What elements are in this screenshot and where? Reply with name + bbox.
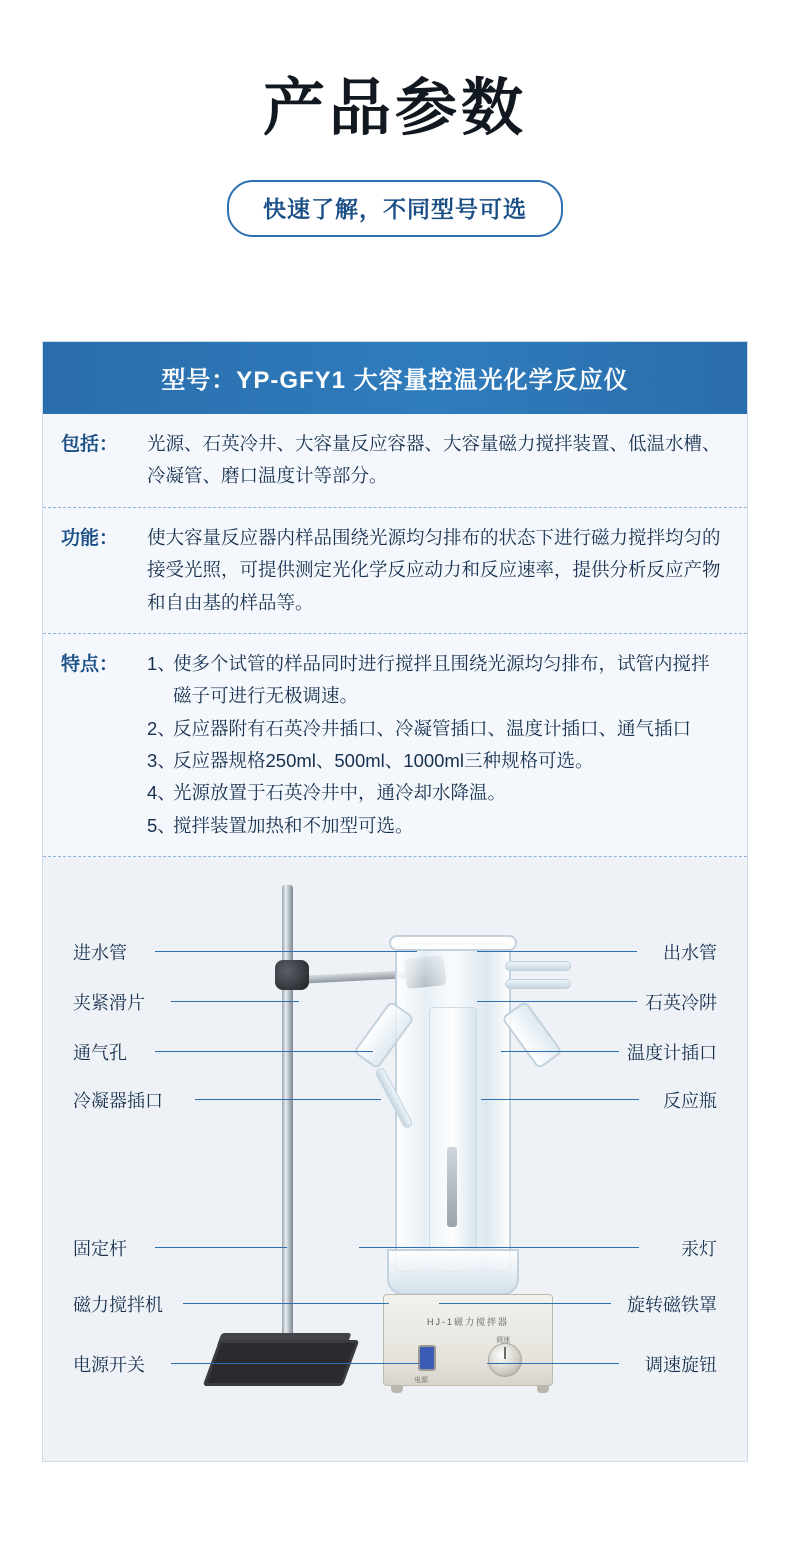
callout-right-4: 反应瓶	[663, 1091, 717, 1112]
callout-line-right-5	[359, 1247, 639, 1248]
callout-line-right-7	[487, 1363, 619, 1364]
list-item-text: 使多个试管的样品同时进行搅拌且围绕光源均匀排布，试管内搅拌磁子可进行无极调速。	[173, 652, 710, 707]
function-text: 使大容量反应器内样品围绕光源均匀排布的状态下进行磁力搅拌均匀的接受光照，可提供测定光化学反应动力和反应速率，提供分析反应产物和自由基的样品等。	[147, 526, 721, 613]
callout-line-left-6	[183, 1303, 389, 1304]
power-switch-icon[interactable]	[418, 1345, 436, 1371]
list-item-text: 光源放置于石英冷井中，通冷却水降温。	[173, 782, 507, 804]
stirrer-foot-icon	[537, 1386, 549, 1393]
vessel-lip-icon	[389, 935, 517, 951]
list-item	[147, 777, 725, 809]
list-item-text: 反应器规格250ml、500ml、1000ml三种规格可选。	[173, 750, 594, 771]
spec-row-value	[147, 648, 725, 842]
callout-line-right-6	[439, 1303, 611, 1304]
callout-left-1: 进水管	[73, 943, 127, 964]
list-item-text: 搅拌装置加热和不加型可选。	[173, 814, 414, 836]
callout-right-5: 汞灯	[681, 1239, 717, 1260]
water-outlet-tube-icon	[505, 961, 571, 971]
water-inlet-tube-icon	[505, 979, 571, 989]
callout-right-2: 石英冷阱	[645, 993, 717, 1014]
callout-line-right-2	[477, 1001, 637, 1002]
callout-right-1: 出水管	[663, 943, 717, 964]
callout-line-left-5	[155, 1247, 287, 1248]
clamp-knob-icon	[275, 960, 309, 990]
stand-rod-icon	[282, 885, 293, 1343]
spec-card	[42, 341, 748, 1462]
callout-right-3: 温度计插口	[627, 1043, 717, 1064]
callout-left-5: 固定杆	[73, 1239, 127, 1260]
spec-rows	[43, 414, 747, 857]
callout-left-6: 磁力搅拌机	[73, 1295, 163, 1316]
list-item-number: 5、	[147, 814, 176, 836]
callout-right-7: 调速旋钮	[645, 1355, 717, 1376]
list-item-number: 4、	[147, 782, 176, 804]
spec-row-value	[147, 522, 725, 619]
subtitle-container	[0, 180, 790, 237]
list-item-number: 3、	[147, 750, 176, 771]
callout-right-6: 旋转磁铁罩	[627, 1295, 717, 1316]
list-item	[147, 745, 725, 777]
feature-list	[147, 648, 725, 842]
list-item-text: 反应器附有石英冷井插口、冷凝管插口、温度计插口、通气插口	[173, 717, 692, 739]
list-item-number: 2、	[147, 717, 176, 739]
spec-row-features	[43, 634, 747, 857]
flask-bottom-icon	[387, 1249, 519, 1295]
callout-line-left-1	[155, 951, 417, 952]
spec-row-function	[43, 508, 747, 634]
callout-left-4: 冷凝器插口	[73, 1091, 163, 1112]
includes-text: 光源、石英冷井、大容量反应容器、大容量磁力搅拌装置、低温水槽、冷凝管、磨口温度计等部分。	[147, 433, 721, 487]
callout-line-right-3	[501, 1051, 619, 1052]
power-switch-caption: 电源	[414, 1377, 428, 1385]
callout-line-left-3	[155, 1051, 373, 1052]
magnetic-stirrer-icon	[383, 1294, 553, 1386]
spec-row-label: 功能：	[61, 527, 119, 549]
spec-row-includes	[43, 414, 747, 508]
speed-knob-icon[interactable]	[488, 1343, 522, 1377]
model-header: 型号：YP-GFY1 大容量控温光化学反应仪	[43, 342, 747, 414]
stirrer-brand-label: HJ-1磁力搅拌器	[426, 1317, 509, 1328]
speed-knob-caption: 调速	[496, 1337, 510, 1345]
callout-left-7: 电源开关	[73, 1355, 145, 1376]
spec-row-label: 包括：	[61, 434, 119, 455]
page-title: 产品参数	[262, 75, 527, 143]
stirrer-foot-icon	[391, 1386, 403, 1393]
product-diagram	[43, 857, 747, 1461]
spec-row-label: 特点：	[61, 653, 119, 675]
spec-row-value	[147, 428, 725, 493]
callout-left-3: 通气孔	[73, 1043, 127, 1064]
callout-line-left-7	[171, 1363, 419, 1364]
callout-left-2: 夹紧滑片	[73, 993, 145, 1014]
list-item	[147, 648, 725, 713]
page-header	[0, 0, 790, 237]
callout-line-left-2	[171, 1001, 299, 1002]
apparatus-illustration	[43, 857, 747, 1461]
callout-line-left-4	[195, 1099, 381, 1100]
list-item	[147, 713, 725, 745]
callout-line-right-1	[477, 951, 637, 952]
subtitle-pill: 快速了解，不同型号可选	[227, 180, 563, 237]
list-item-number: 1、	[147, 652, 176, 674]
callout-line-right-4	[481, 1099, 639, 1100]
mercury-lamp-icon	[447, 1147, 457, 1227]
list-item	[147, 810, 725, 842]
